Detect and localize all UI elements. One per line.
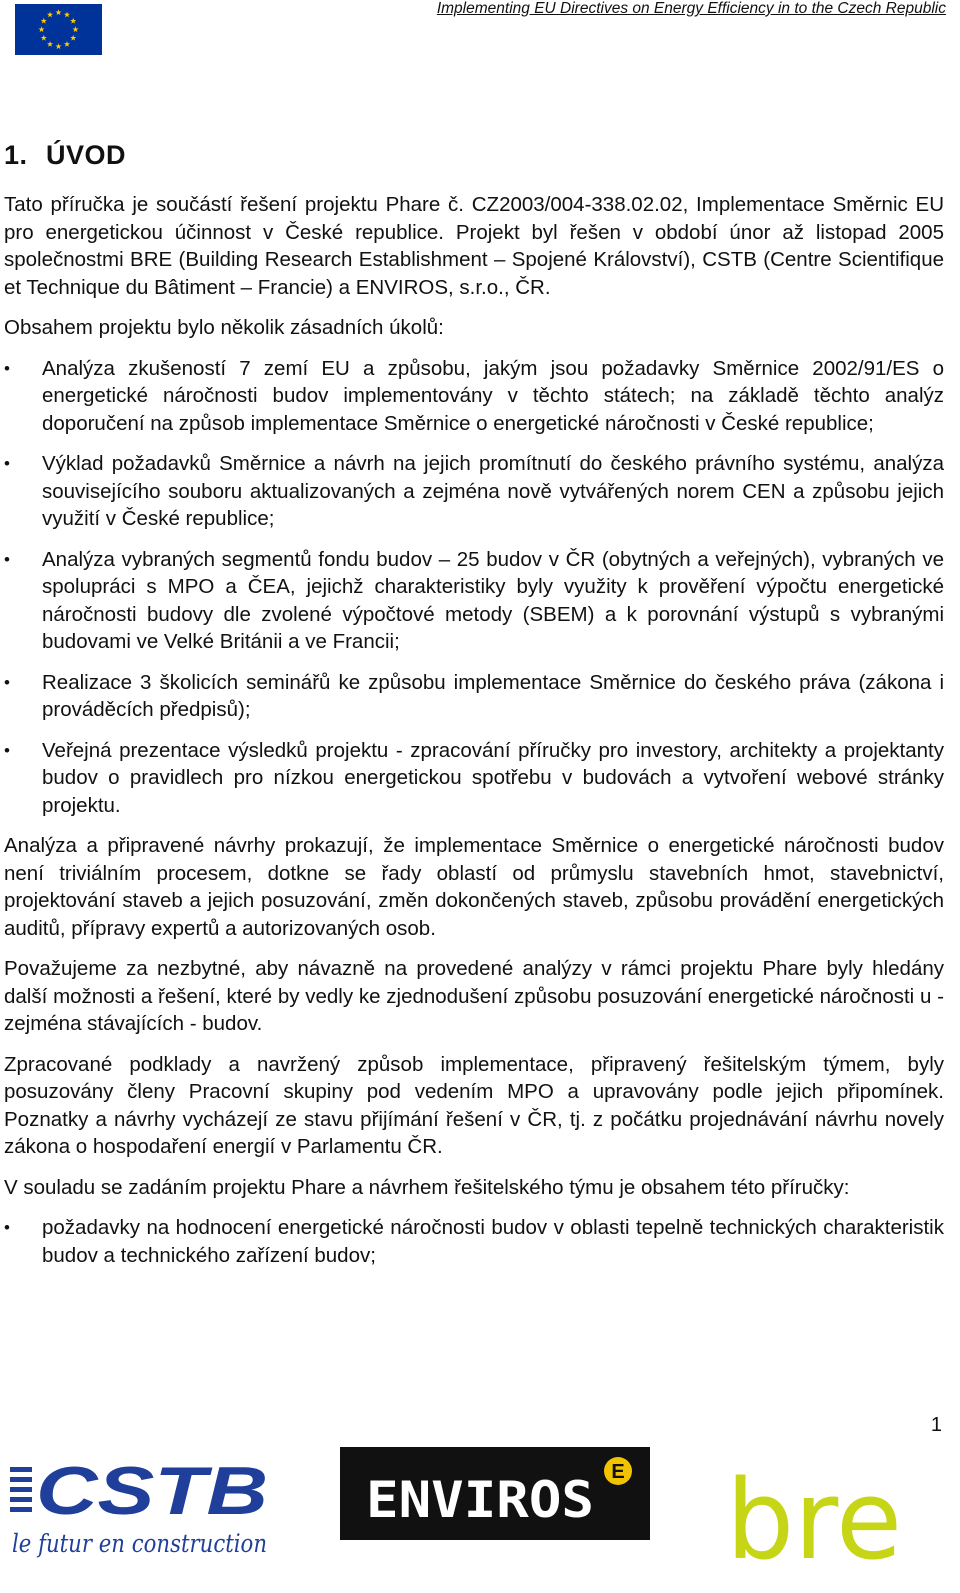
bre-logo (726, 1440, 904, 1584)
cstb-logo-bars (10, 1467, 32, 1512)
eu-flag-logo (15, 4, 102, 55)
enviros-logo-mark: E (611, 1461, 625, 1483)
body-paragraph: V souladu se zadáním projektu Phare a návrhem řešitelského týmu je obsahem této příručky: (4, 1175, 850, 1199)
page-number: 1 (930, 1414, 942, 1436)
tasks-lead-paragraph: Obsahem projektu bylo několik zásadních úkolů: (4, 316, 444, 339)
intro-paragraph: Tato příručka je součástí řešení projektu Phare č. CZ2003/004-338.02.02, Implementace Směrnic EU pro energetickou účinnost v České republice. Projekt byl řešen v období únor až listopad 2005 společnostmi BRE (Building Research Establishment – Spojené Království), CSTB (Centre Scientifique et Technique du Bâtiment – Francie) a ENVIROS, s.r.o., ČR. (4, 193, 944, 299)
list-item: • Analýza zkušeností 7 zemí EU a způsobu, jakým jsou požadavky Směrnice 2002/91/ES o energetické náročnosti budov implementovány v těchto státech; na základě těchto analýz doporučení na způsob implementace Směrnice o energetické náročnosti v České republice; (4, 355, 944, 438)
section-title: ÚVOD (46, 140, 127, 170)
body-paragraph: Považujeme za nezbytné, aby návazně na provedené analýzy v rámci projektu Phare byly hledány další možnosti a řešení, které by vedly ke zjednodušení způsobu posuzování energetické náročnosti u - zejména stávajících - budov. (4, 957, 944, 1035)
contents-list (4, 1214, 944, 1269)
cstb-logo-wordmark: CSTB (36, 1453, 268, 1529)
cstb-logo-tagline: le futur en construction (12, 1529, 267, 1558)
body-paragraph: Zpracované podklady a navržený způsob implementace, připravený řešitelským týmem, byly posuzovány členy Pracovní skupiny pod vedením MPO a upravovány podle jejich připomínek. Poznatky a návrhy vycházejí ze stavu přijímání řešení v ČR, tj. z počátku projednávání návrhu novely zákona o hospodaření energií v Parlamentu ČR. (4, 1052, 944, 1158)
section-number: 1. (4, 140, 28, 170)
tasks-list (4, 355, 944, 820)
document-header-title: Implementing EU Directives on Energy Efficiency in to the Czech Republic (436, 0, 946, 17)
list-item: • Analýza vybraných segmentů fondu budov – 25 budov v ČR (obytných a veřejných), vybraných ve spolupráci s MPO a ČEA, jejichž charakteristiky byly využity k prověření výpočtu energetické náročnosti budovy dle zvolené výpočtové metody (SBEM) a k porovnání výstupů s vybranými budovami ve Velké Británii a ve Francii; (4, 546, 944, 656)
enviros-logo (340, 1447, 650, 1540)
list-item: • Realizace 3 školicích seminářů ke způsobu implementace Směrnice do českého práva (zákona i prováděcích předpisů); (4, 669, 944, 724)
section-heading (4, 140, 944, 171)
document-body (4, 140, 944, 1282)
list-item: • požadavky na hodnocení energetické náročnosti budov v oblasti tepelně technických charakteristik budov a technického zařízení budov; (4, 1214, 944, 1269)
enviros-logo-wordmark: ENVIROS (366, 1471, 594, 1529)
list-item: • Výklad požadavků Směrnice a návrh na jejich promítnutí do českého právního systému, analýza souvisejícího souboru aktualizovaných a zejména nově vytvářených norem CEN a způsobu jejich využití v České republice; (4, 450, 944, 533)
cstb-logo (8, 1452, 273, 1567)
body-paragraph: Analýza a připravené návrhy prokazují, že implementace Směrnice o energetické náročnosti budov není triviálním procesem, dotkne se řady oblastí od průmyslu stavebních hmot, stavebnictví, projektování staveb a jejich posuzování, změn dokončených staveb, způsobu provádění energetických auditů, přípravy expertů a autorizovaných osob. (4, 834, 944, 940)
bre-logo-wordmark: bre (726, 1456, 902, 1584)
list-item: • Veřejná prezentace výsledků projektu - zpracování příručky pro investory, architekty a projektanty budov o pravidlech pro nízkou energetickou spotřebu v budovách a vytvoření webové stránky projektu. (4, 737, 944, 820)
